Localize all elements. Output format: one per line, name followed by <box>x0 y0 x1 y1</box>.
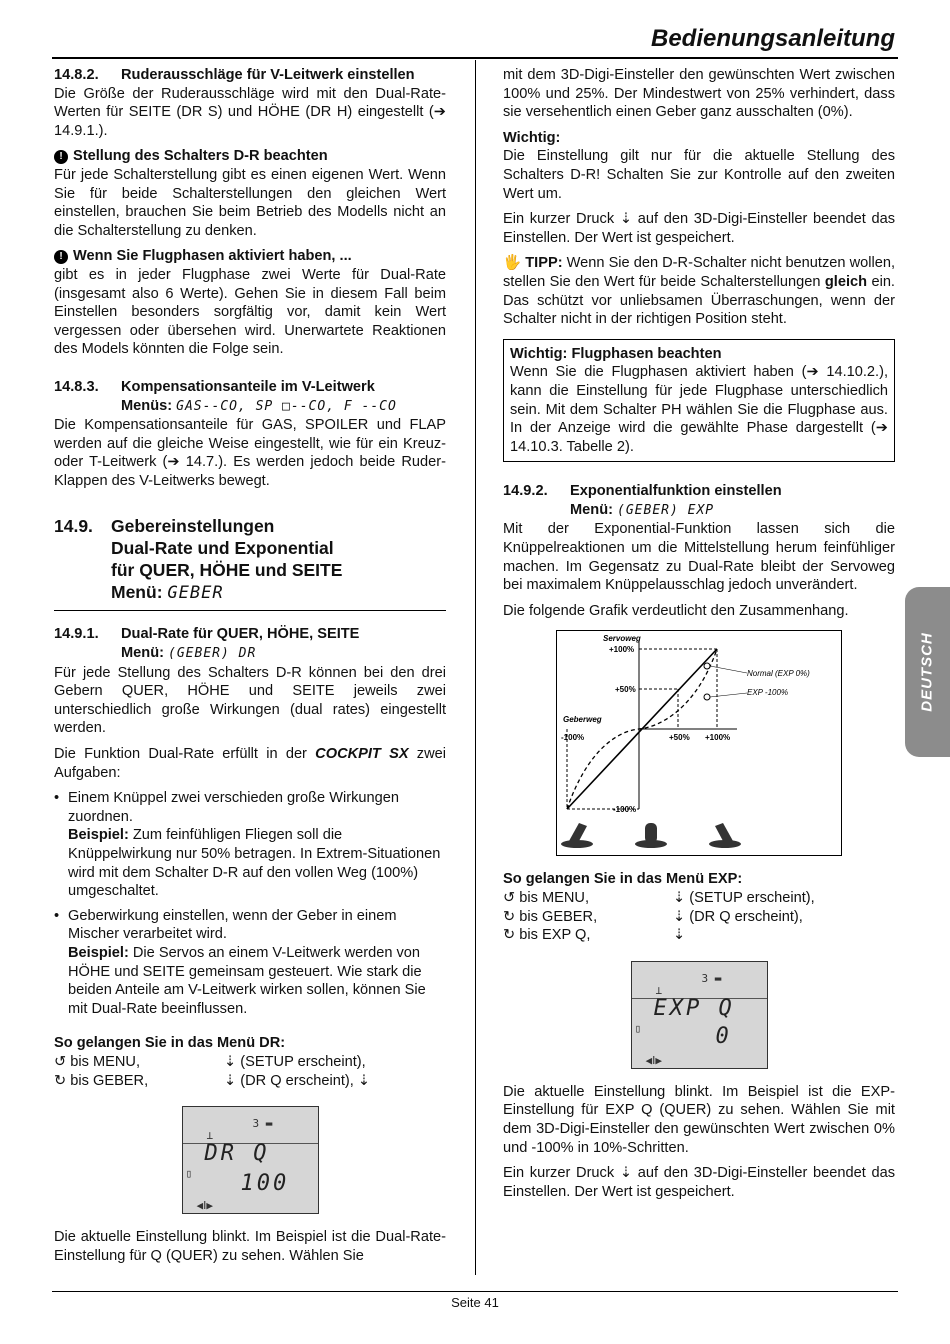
marker <box>704 663 710 669</box>
warning-title: Stellung des Schalters D-R beachten <box>73 148 328 165</box>
paragraph: Ein kurzer Druck ⇣ auf den 3D-Digi-Einsteller beendet das Einstellen. Der Wert ist gespeichert. <box>503 1165 895 1200</box>
lcd-display-dr <box>182 1106 319 1214</box>
paragraph: Ein kurzer Druck ⇣ auf den 3D-Digi-Einsteller beendet das Einstellen. Der Wert ist gespeichert. <box>503 211 895 246</box>
paragraph: Mit der Exponential-Funktion lassen sich die Knüppelreaktionen um die Mittelstellung herum feinfühliger machen. Im Gegensatz zu Dual-Rate bleibt der Servoweg bei maximalem Knüppelausschlag jedoch unverändert. <box>503 521 895 594</box>
notice-title: Wichtig: Flugphasen beachten <box>510 345 722 362</box>
section-title-line: für QUER, HÖHE und SEITE <box>111 560 343 581</box>
leader <box>710 666 747 673</box>
graph-svg <box>557 631 841 855</box>
menu-code: (GEBER) EXP <box>617 502 715 518</box>
model-icon: 3 ▬ <box>252 1117 273 1131</box>
tick-label: +50% <box>615 685 636 695</box>
section-number: 14.9. <box>54 516 93 537</box>
stick-base-icon <box>561 840 593 848</box>
example-label: Beispiel: <box>68 944 129 961</box>
heading-14-8-2 <box>54 66 446 85</box>
section-title: Dual-Rate für QUER, HÖHE, SEITE <box>121 626 360 643</box>
brand-name: COCKPIT SX <box>315 746 409 763</box>
tick-label: -100% <box>613 805 637 815</box>
marker <box>704 694 710 700</box>
lcd-menu-text: DR Q <box>204 1141 270 1167</box>
exponential-graph <box>556 630 842 856</box>
y-axis-title: Servoweg <box>603 634 641 644</box>
menu-code: GEBER <box>167 583 224 604</box>
lcd-menu-text: EXP Q <box>653 995 735 1021</box>
column-divider <box>475 60 476 1275</box>
section-rule <box>54 610 446 611</box>
text: Geberwirkung einstellen, wenn der Geber in einem Mischer verarbeitet wird. <box>68 907 397 943</box>
menu-line <box>54 581 446 604</box>
section-number: 14.8.3. <box>54 378 99 395</box>
text: ein. Das schützt vor unliebsamen Überraschungen, wenn der Schalter nicht in der richtigen Position steht. <box>503 273 895 328</box>
text: Zum feinfühligen Fliegen soll die Knüppelwirkung nur 50% betragen. In Extrem-Situationen wird mit dem Schalter D-R auf den vollen Weg (100%) umgeschaltet. <box>68 827 441 900</box>
legend-exp: EXP -100% <box>747 688 789 698</box>
trim-bar-icon: ◀Ⅰ▶ <box>196 1199 213 1213</box>
header-title: Bedienungsanleitung <box>650 25 895 52</box>
text: Die Funktion Dual-Rate erfüllt in der <box>54 746 316 763</box>
menu-line <box>503 501 895 521</box>
tip-icon: 🖐 <box>503 255 522 272</box>
heading-14-9-1 <box>54 625 446 644</box>
paragraph: mit dem 3D-Digi-Einsteller den gewünschten Wert zwischen 100% und 25%. Der Mindestwert von 25% verhindert, dass sie versehentlich einen Geber ganz ausschalten (0%). <box>503 67 895 121</box>
paragraph: Die Kompensationsanteile für GAS, SPOILER und FLAP werden auf die gleiche Weise eingestellt, wie für ein Kreuz- oder T-Leitwerk (➔ 14.7.). Es werden jedoch beide Ruder-Klappen des V-Leitwerks bewegt. <box>54 417 446 489</box>
language-tab-label: DEUTSCH <box>918 632 936 712</box>
stick-icon: ▯ <box>185 1167 193 1181</box>
section-number: 14.8.2. <box>54 67 99 83</box>
paragraph: Für jede Stellung des Schalters D-R können bei den drei Gebern QUER, HÖHE und SEITE jeweils zwei unterschiedlich große Wirkungen (dual rates) eingestellt werden. <box>54 664 446 737</box>
section-title-line: Dual-Rate und Exponential <box>111 538 334 559</box>
tip-label: TIPP: <box>525 255 563 272</box>
steps <box>54 1053 446 1090</box>
trim-icon: ⊥ <box>655 983 663 997</box>
howto-title: So gelangen Sie in das Menü EXP: <box>503 871 743 888</box>
warning-heading <box>54 247 446 266</box>
trim-icon: ⊥ <box>206 1129 214 1143</box>
header-rule <box>52 57 898 59</box>
trim-bar-icon: ◀Ⅰ▶ <box>645 1053 662 1067</box>
lcd-display-exp <box>631 961 768 1069</box>
section-number: 14.9.2. <box>503 483 548 500</box>
warning-heading <box>54 147 446 166</box>
legend-normal: Normal (EXP 0%) <box>747 669 810 679</box>
tick-label: +100% <box>705 733 731 743</box>
paragraph: Die Größe der Ruderausschläge wird mit den Dual-Rate-Werten für SEITE (DR S) und HÖHE (DR H) eingestellt (➔ 14.9.1.). <box>54 85 446 139</box>
paragraph <box>54 745 446 782</box>
heading-14-9 <box>54 515 446 604</box>
paragraph: Für jede Schalterstellung gibt es einen eigenen Wert. Wenn Sie für beide Schalterstellungen den gleichen Wert einstellen, brauchen Sie beim Betrieb des Modells nicht an die Schalterstellung zu denken. <box>54 166 446 239</box>
warning-icon: ! <box>54 250 68 264</box>
stick-illustrations <box>561 823 741 848</box>
menu-label: Menüs: <box>121 397 173 414</box>
leader <box>710 693 747 697</box>
section-title: Exponentialfunktion einstellen <box>570 483 782 500</box>
notice-box <box>503 339 895 463</box>
stick-base-icon <box>709 840 741 848</box>
text: Die Servos an einem V-Leitwerk werden von HÖHE und SEITE gemeinsam gesteuert. Wie stark die beiden Anteile am V-Leitwerk wirken sollen, können Sie mit Dual-Rate beeinflussen. <box>68 944 426 1017</box>
stick-right-icon <box>715 823 733 841</box>
tick-label: -100% <box>561 733 585 743</box>
text: Einem Knüppel zwei verschieden große Wirkungen zuordnen. <box>68 790 399 825</box>
menu-code: (GEBER) DR <box>168 646 257 662</box>
text: Wenn Sie den D-R-Schalter nicht benutzen wollen, stellen Sie den Wert für beide Schalterstellungen <box>503 255 895 290</box>
footer-rule <box>52 1291 898 1292</box>
section-title: Gebereinstellungen <box>111 516 275 537</box>
paragraph: Die Einstellung gilt nur für die aktuelle Stellung des Schalters D-R! Schalten Sie zur Kontrolle auf den zweiten Wert um. <box>503 148 895 202</box>
tip-paragraph <box>503 254 895 328</box>
important-label: Wichtig: <box>503 129 561 146</box>
step-result: ⇣ (SETUP erscheint), <box>224 1053 366 1070</box>
menu-label: Menü: <box>121 645 164 662</box>
left-column <box>54 66 446 1272</box>
paragraph: Die aktuelle Einstellung blinkt. Im Beispiel ist die EXP-Einstellung für EXP Q (QUER) zu sehen. Wählen Sie mit dem 3D-Digi-Einsteller den gewünschten Wert zwischen 0% und -100% in 10%-Schritten. <box>503 1083 895 1156</box>
tick-label: +50% <box>669 733 690 743</box>
menu-line <box>54 644 446 664</box>
section-number: 14.9.1. <box>54 626 99 643</box>
step-result: ⇣ (DR Q erscheint), <box>673 908 803 925</box>
stick-center-icon <box>645 823 657 843</box>
paragraph: gibt es in jeder Flugphase zwei Werte für Dual-Rate (insgesamt also 6 Werte). Gehen Sie in diesem Fall beim Einstellen besonders sorgfältig vor, damit kein Wert vergessen oder übersehen wird. Unerwartete Reaktionen des Models könnten die Folge sein. <box>54 266 446 358</box>
step: ↻ bis GEBER, <box>54 1072 149 1089</box>
steps <box>503 889 895 945</box>
list-item <box>54 789 446 901</box>
text: zwei Aufgaben: <box>54 746 446 781</box>
step-result: ⇣ (SETUP erscheint), <box>673 890 815 907</box>
paragraph: Die folgende Grafik verdeutlicht den Zusammenhang. <box>503 602 849 619</box>
notice-text: Wenn Sie die Flugphasen aktiviert haben (➔ 14.10.2.), kann die Einstellung für jede Flugphase unterschiedlich sein. Mit dem Schalter PH wählen Sie die Flugphase aus. In der Anzeige wird die gewählte Phase dargestellt (➔ 14.10.3. Tabelle 2). <box>510 364 888 455</box>
text-bold: gleich <box>824 273 868 290</box>
step: ↻ bis GEBER, <box>503 908 598 925</box>
lcd-value: 100 <box>240 1171 290 1197</box>
list-item <box>54 907 446 1019</box>
model-icon: 3 ▬ <box>701 971 722 985</box>
step: ↻ bis EXP Q, <box>503 927 591 944</box>
warning-icon: ! <box>54 150 68 164</box>
x-axis-title: Geberweg <box>563 715 602 725</box>
paragraph: Die aktuelle Einstellung blinkt. Im Beispiel ist die Dual-Rate-Einstellung für Q (QUER) zu sehen. Wählen Sie <box>54 1229 446 1264</box>
stick-icon: ▯ <box>634 1021 642 1035</box>
tick-label: +100% <box>609 645 635 655</box>
page-number: Seite 41 <box>451 1295 499 1310</box>
step-result: ⇣ <box>673 927 686 944</box>
language-tab <box>905 587 950 757</box>
step: ↺ bis MENU, <box>503 890 590 907</box>
menu-label: Menü: <box>111 582 163 603</box>
section-title: Kompensationsanteile im V-Leitwerk <box>121 378 375 395</box>
howto-title: So gelangen Sie in das Menü DR: <box>54 1035 286 1052</box>
heading-14-8-3 <box>54 378 446 397</box>
right-column <box>503 66 895 1208</box>
menu-label: Menü: <box>570 501 613 518</box>
stick-left-icon <box>569 823 587 841</box>
example-label: Beispiel: <box>68 827 129 844</box>
heading-14-9-2 <box>503 482 895 501</box>
step: ↺ bis MENU, <box>54 1053 141 1070</box>
bullet-list <box>54 789 446 1018</box>
warning-title: Wenn Sie Flugphasen aktiviert haben, ... <box>73 248 352 265</box>
menu-line <box>54 397 446 417</box>
step-result: ⇣ (DR Q erscheint), ⇣ <box>224 1072 371 1089</box>
lcd-value: 0 <box>715 1023 732 1049</box>
menu-codes: GAS--CO, SP □--CO, F --CO <box>176 398 397 414</box>
section-title: Ruderausschläge für V-Leitwerk einstellen <box>121 67 415 83</box>
